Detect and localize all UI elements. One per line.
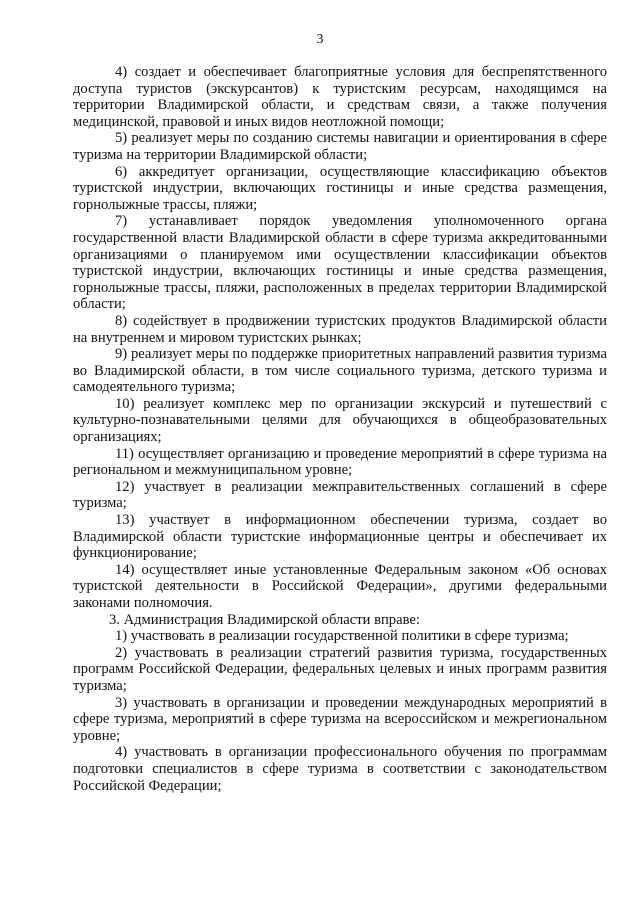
list-item-10: 10) реализует комплекс мер по организации экскурсий и путешествий с культурно-познавательными целями для обучающихся в общеобразовательных организациях; [73, 395, 607, 446]
list-item-5: 5) реализует меры по созданию системы навигации и ориентирования в сфере туризма на территории Владимирской области; [73, 130, 607, 163]
list-item-7: 7) устанавливает порядок уведомления уполномоченного органа государственной власти Владимирской области в сфере туризма аккредитованными организациями о планируемом ими осуществлении классификации объектов туристской индустрии, включающих гостиницы и иные средства размещения, горнолыжные трассы, пляжи, расположенных в пределах территории Владимирской области; [73, 213, 607, 313]
list-item-14: 14) осуществляет иные установленные Федеральным законом «Об основах туристской деятельности в Российской Федерации», другими федеральными законами полномочия. [73, 561, 607, 611]
right-item-3: 3) участвовать в организации и проведении международных мероприятий в сфере туризма, мероприятий в сфере туризма на всероссийском и межрегиональном уровне; [73, 694, 607, 744]
page-number: 3 [316, 32, 324, 47]
document-body [73, 64, 607, 794]
list-item-11: 11) осуществляет организацию и проведение мероприятий в сфере туризма на региональном и межмуниципальном уровне; [73, 445, 607, 479]
list-item-4: 4) создает и обеспечивает благоприятные условия для беспрепятственного доступа туристов (экскурсантов) к туристским ресурсам, находящимся на территории Владимирской области, и средствам связи, а также получения медицинской, правовой и иных видов неотложной помощи; [73, 64, 607, 130]
list-item-9: 9) реализует меры по поддержке приоритетных направлений развития туризма во Владимирской области, в том числе социального туризма, детского туризма и самодеятельного туризма; [73, 346, 607, 396]
right-item-4: 4) участвовать в организации профессионального обучения по программам подготовки специалистов в сфере туризма в соответствии с законодательством Российской Федерации; [73, 744, 607, 794]
list-item-6: 6) аккредитует организации, осуществляющие классификацию объектов туристской индустрии, включающих гостиницы и иные средства размещения, горнолыжные трассы, пляжи; [73, 163, 607, 213]
list-item-12: 12) участвует в реализации межправительственных соглашений в сфере туризма; [73, 478, 607, 512]
list-item-13: 13) участвует в информационном обеспечении туризма, создает во Владимирской области туристские информационные центры и обеспечивает их функционирование; [73, 512, 607, 562]
section-heading: 3. Администрация Владимирской области вправе: [109, 611, 420, 628]
list-item-8: 8) содействует в продвижении туристских продуктов Владимирской области на внутреннем и мировом туристских рынках; [73, 312, 607, 346]
right-item-2: 2) участвовать в реализации стратегий развития туризма, государственных программ Российской Федерации, федеральных целевых и иных программ развития туризма; [73, 644, 607, 694]
right-item-1: 1) участвовать в реализации государственной политики в сфере туризма; [115, 628, 569, 645]
